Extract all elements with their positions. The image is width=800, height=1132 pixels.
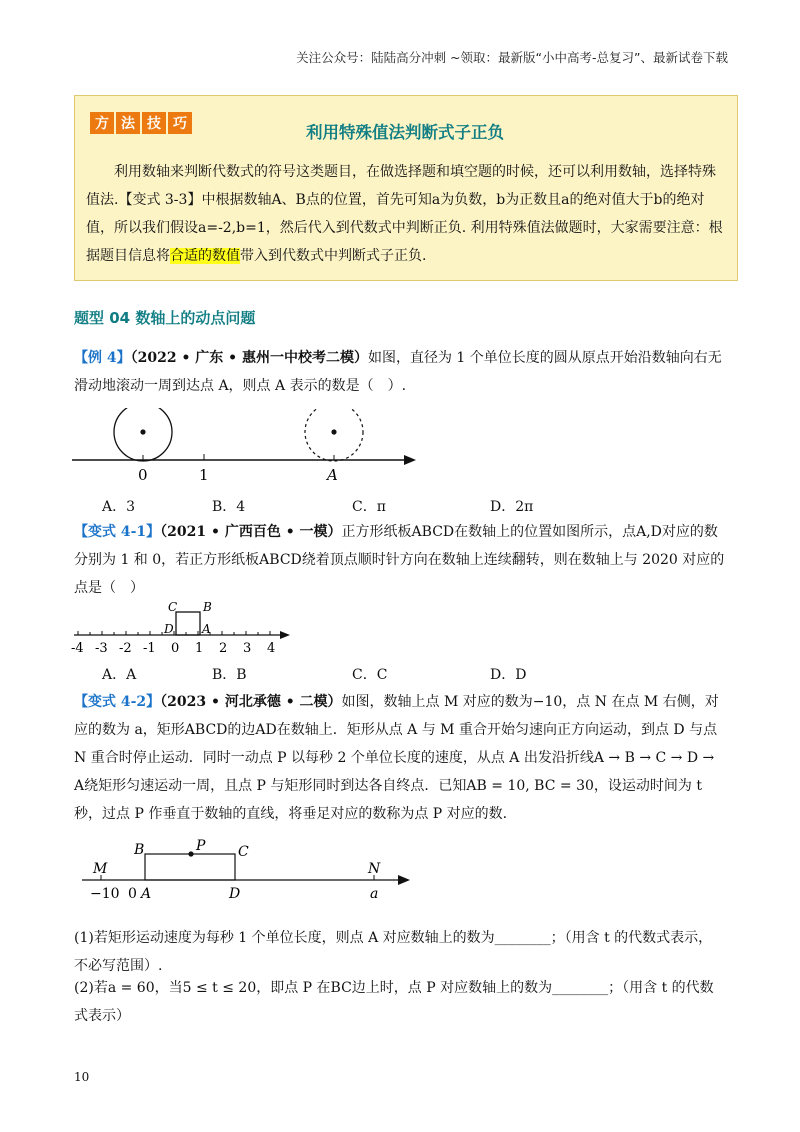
variant41-text: 【变式 4-1】（2021 • 广西百色 • 一模）正方形纸板ABCD在数轴上的位置如图所示，点A,D对应的数分别为 1 和 0，若正方形纸板ABCD绕着顶点顺时针方向在数轴上连续翻转，则在数轴上与 2020 对应的点是（ ）	[74, 524, 725, 596]
vertex-label: D	[164, 622, 174, 636]
tick-label: -3	[95, 641, 108, 656]
option-b: B．4	[212, 499, 246, 515]
rectangle-abcd	[145, 854, 235, 880]
variant-source: （2021 • 广西百色 • 一模）	[160, 524, 342, 540]
question-2: (2)若a = 60，当5 ≤ t ≤ 20，即点 P 在BC边上时，点 P 对应数轴上的数为________；（用含 t 的代数式表示）	[74, 980, 714, 1024]
example-tag: 【例 4】	[74, 350, 131, 366]
point-p	[188, 851, 193, 856]
point-label: B	[134, 842, 145, 858]
vertex-label: B	[203, 600, 212, 614]
axis-label: −10	[90, 886, 120, 902]
tick-label: 2	[219, 641, 228, 656]
axis-label: 1	[199, 466, 209, 484]
tick-label: 0	[171, 641, 180, 656]
tick-label: 3	[243, 641, 252, 656]
point-label: C	[238, 844, 249, 860]
variant-source: （2023 • 河北承德 • 二模）	[160, 694, 342, 710]
method-title: 利用特殊值法判断式子正负	[306, 123, 504, 142]
axis-label: 0	[138, 466, 148, 484]
badge-char: 法	[116, 112, 140, 134]
tick-label: -2	[119, 641, 132, 656]
point-label: P	[196, 838, 206, 854]
option-b: B．B	[212, 667, 247, 683]
badge-char: 技	[142, 112, 166, 134]
square-abcd	[176, 612, 200, 635]
point-label: M	[93, 861, 108, 877]
badge-char: 巧	[168, 112, 192, 134]
tick-label: -4	[71, 641, 84, 656]
rolling-circle-figure	[68, 408, 428, 488]
square-rolling-figure	[68, 597, 298, 657]
axis-label: 0	[128, 886, 137, 902]
variant-tag: 【变式 4-2】	[74, 694, 161, 710]
rectangle-motion-figure	[78, 834, 418, 906]
method-body: 利用数轴来判断代数式的符号这类题目，在做选择题和填空题的时候，还可以利用数轴，选择特殊值法.【变式 3-3】中根据数轴A、B点的位置，首先可知a为负数，b为正数且a的绝对值大于b的绝对值，所以我们假设a=-2,b=1，然后代入到代数式中判断正负. 利用特殊值法做题时，大家需要注意：根据题目信息将合适的数值带入到代数式中判断式子正负.	[86, 164, 723, 264]
option-c: C．π	[352, 499, 386, 515]
page-number: 10	[74, 1070, 90, 1084]
axis-label: a	[370, 886, 379, 902]
vertex-label: A	[202, 622, 211, 636]
tick-label: -1	[143, 641, 156, 656]
option-d: D．D	[490, 667, 527, 683]
axis-label: A	[141, 886, 152, 902]
question-1: (1)若矩形运动速度为每秒 1 个单位长度，则点 A 对应数轴上的数为________；（用含 t 的代数式表示，不必写范围）.	[74, 930, 713, 974]
page-header: 关注公众号：陆陆高分冲刺 ~领取：最新版“小中高考-总复习”、最新试卷下载	[296, 50, 728, 65]
option-c: C．C	[352, 667, 388, 683]
axis-label: D	[229, 886, 241, 902]
axis-label: A	[327, 466, 338, 484]
point-label: N	[368, 861, 381, 877]
example-source: （2022 • 广东 • 惠州一中校考二模）	[130, 350, 368, 366]
option-d: D．2π	[490, 499, 534, 515]
highlighted-text: 合适的数值	[170, 248, 240, 264]
tick-label: 1	[195, 641, 204, 656]
tick-label: 4	[267, 641, 276, 656]
variant-tag: 【变式 4-1】	[74, 524, 161, 540]
example4-text: 【例 4】（2022 • 广东 • 惠州一中校考二模）如图，直径为 1 个单位长度的圆从原点开始沿数轴向右无滑动地滚动一周到达点 A，则点 A 表示的数是（ ）.	[74, 350, 722, 394]
variant42-text: 【变式 4-2】（2023 • 河北承德 • 二模）如图，数轴上点 M 对应的数为−10，点 N 在点 M 右侧，对应的数为 a，矩形ABCD的边AD在数轴上．矩形从点 A 与 M 重合开始匀速向正方向运动，到点 D 与点 N 重合时停止运动．同时一动点 P 以每秒 2 个单位长度的速度，从点 A 出发沿折线A → B → C → D → A绕矩形匀速运动一周，且点 P 与矩形同时到达各自终点．已知AB = 10, BC = 30，设运动时间为 t 秒，过点 P 作垂直于数轴的直线，将垂足对应的数称为点 P 对应的数.	[74, 694, 719, 822]
option-a: A．3	[102, 499, 136, 515]
option-a: A．A	[102, 667, 137, 683]
section-title: 题型 04 数轴上的动点问题	[74, 309, 256, 327]
vertex-label: C	[168, 600, 178, 614]
badge-char: 方	[90, 112, 114, 134]
